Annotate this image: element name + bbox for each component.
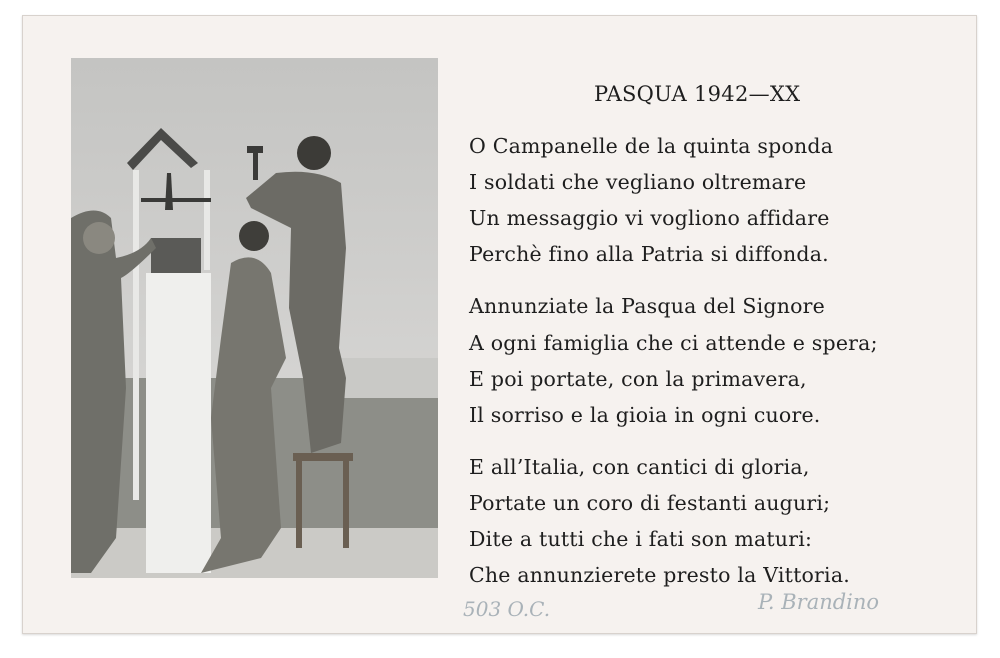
photo-soldiers-installing-bells (71, 58, 438, 578)
poem-line: Perchè fino alla Patria si diffonda. (469, 242, 829, 266)
poem-line: Annunziate la Pasqua del Signore (469, 294, 825, 318)
poem-line: A ogni famiglia che ci attende e spera; (469, 331, 878, 355)
poem-line: E all’Italia, con cantici di gloria, (469, 455, 810, 479)
poem-line: Un messaggio vi vogliono affidare (469, 206, 830, 230)
poem-line: Che annunzierete presto la Vittoria. (469, 563, 850, 587)
poem-line: E poi portate, con la primavera, (469, 367, 807, 391)
poem-line: Portate un coro di festanti auguri; (469, 491, 831, 515)
poem-line: I soldati che vegliano oltremare (469, 170, 807, 194)
poem-line: Dite a tutti che i fati son maturi: (469, 527, 813, 551)
handwritten-code: 503 O.C. (463, 597, 551, 621)
handwritten-signature: P. Brandino (758, 590, 880, 614)
poem-title: PASQUA 1942—XX (594, 82, 801, 106)
poem-line: O Campanelle de la quinta sponda (469, 134, 834, 158)
poem-line: Il sorriso e la gioia in ogni cuore. (469, 403, 821, 427)
photo-illustration (71, 58, 438, 578)
